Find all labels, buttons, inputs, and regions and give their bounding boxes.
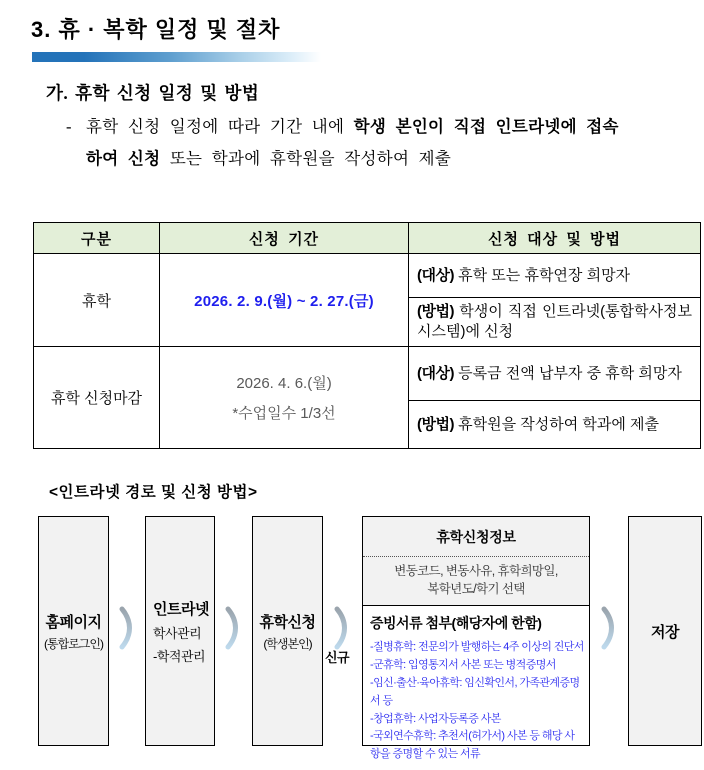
target-text: 등록금 전액 납부자 중 휴학 희망자 — [458, 364, 682, 382]
column-header-method: 신청 대상 및 방법 — [409, 223, 701, 254]
section-heading: 가. 휴학 신청 일정 및 방법 — [46, 83, 260, 103]
method-label: (방법) — [417, 415, 454, 433]
target-text: 휴학 또는 휴학연장 희망자 — [458, 266, 631, 284]
bullet-dash: - — [66, 117, 72, 136]
period-cell — [160, 347, 409, 449]
flow-step-subtitle: (학생본인) — [263, 636, 312, 651]
period-cell: 2026. 2. 9.(월) ~ 2. 27.(금) — [160, 254, 409, 347]
target-label: (대상) — [417, 364, 454, 382]
target-label: (대상) — [417, 266, 454, 284]
flow-step-save — [628, 516, 702, 746]
table-header-row — [34, 223, 701, 254]
method-text: 휴학원을 작성하여 학과에 제출 — [458, 415, 660, 433]
category-cell: 휴학 — [34, 254, 160, 347]
info-box-fields — [363, 557, 589, 605]
attachment-item: -창업휴학: 사업자등록증 사본 — [370, 712, 501, 725]
attachment-item: -국외연수휴학: 추천서(허가서) 사본 등 해당 사항을 증명할 수 있는 서류 — [370, 730, 575, 761]
flow-step-line: -학적관리 — [153, 648, 206, 664]
bullet-text — [86, 111, 619, 175]
flow-step-title: 휴학신청 — [259, 613, 316, 631]
method-cell — [409, 401, 701, 449]
period-date: 2026. 4. 6.(월) — [236, 375, 332, 392]
info-box-header — [363, 517, 589, 606]
target-cell — [409, 254, 701, 298]
flow-step-intranet — [145, 516, 215, 746]
flow-step-homepage — [38, 516, 109, 746]
page-title: 3. 휴 · 복학 일정 및 절차 — [31, 17, 281, 42]
attachments-heading: 증빙서류 첨부(해당자에 한함) — [370, 615, 542, 632]
column-header-category: 구분 — [34, 223, 160, 254]
flow-arrow-icon — [119, 606, 135, 650]
bullet-text-bold: 학생 본인이 직접 인트라넷에 접속 — [353, 117, 619, 136]
info-box-title: 휴학신청정보 — [363, 517, 589, 557]
target-cell — [409, 347, 701, 401]
method-label: (방법) — [417, 303, 454, 320]
method-text: 학생이 직접 인트라넷(통합학사정보시스템)에 신청 — [417, 303, 693, 340]
table-row — [34, 254, 701, 298]
flow-heading: <인트라넷 경로 및 신청 방법> — [49, 484, 258, 501]
period-note: *수업일수 1/3선 — [232, 405, 336, 422]
flow-arrow-icon — [601, 606, 617, 650]
flow-step-title: 홈페이지 — [45, 613, 102, 631]
table-row — [34, 347, 701, 401]
attachments-list — [370, 639, 584, 764]
flow-step-line: 학사관리 — [153, 625, 202, 641]
attachment-item: -임신·출산·육아휴학: 임신확인서, 가족관계증명서 등 — [370, 676, 580, 707]
flow-step-title: 인트라넷 — [153, 600, 209, 618]
leave-request-info-box — [362, 516, 590, 761]
category-cell: 휴학 신청마감 — [34, 347, 160, 449]
info-fields-line: 변동코드, 변동사유, 휴학희망일, — [394, 564, 558, 578]
flow-step-subtitle: (통합로그인) — [44, 636, 103, 651]
bullet-text-regular: 또는 학과에 휴학원을 작성하여 제출 — [160, 149, 452, 168]
flow-arrow-icon — [225, 606, 241, 650]
info-fields-line: 복학년도/학기 선택 — [427, 582, 525, 597]
bullet-paragraph — [66, 111, 672, 175]
leave-schedule-table — [33, 222, 701, 449]
bullet-text-regular: 휴학 신청 일정에 따라 기간 내에 — [86, 117, 354, 136]
title-underline-bar — [32, 52, 321, 62]
new-request-label: 신규 — [324, 650, 350, 665]
flow-arrow-icon — [334, 606, 350, 650]
column-header-period: 신청 기간 — [160, 223, 409, 254]
bullet-text-bold: 하여 신청 — [86, 149, 161, 168]
flow-step-leave-request — [252, 516, 323, 746]
method-cell — [409, 298, 701, 347]
flow-step-title: 저장 — [651, 623, 679, 641]
attachment-item: -군휴학: 입영통지서 사본 또는 병적증명서 — [370, 659, 556, 672]
attachment-item: -질병휴학: 전문의가 발행하는 4주 이상의 진단서 — [370, 641, 584, 654]
attachments-section — [363, 606, 589, 764]
